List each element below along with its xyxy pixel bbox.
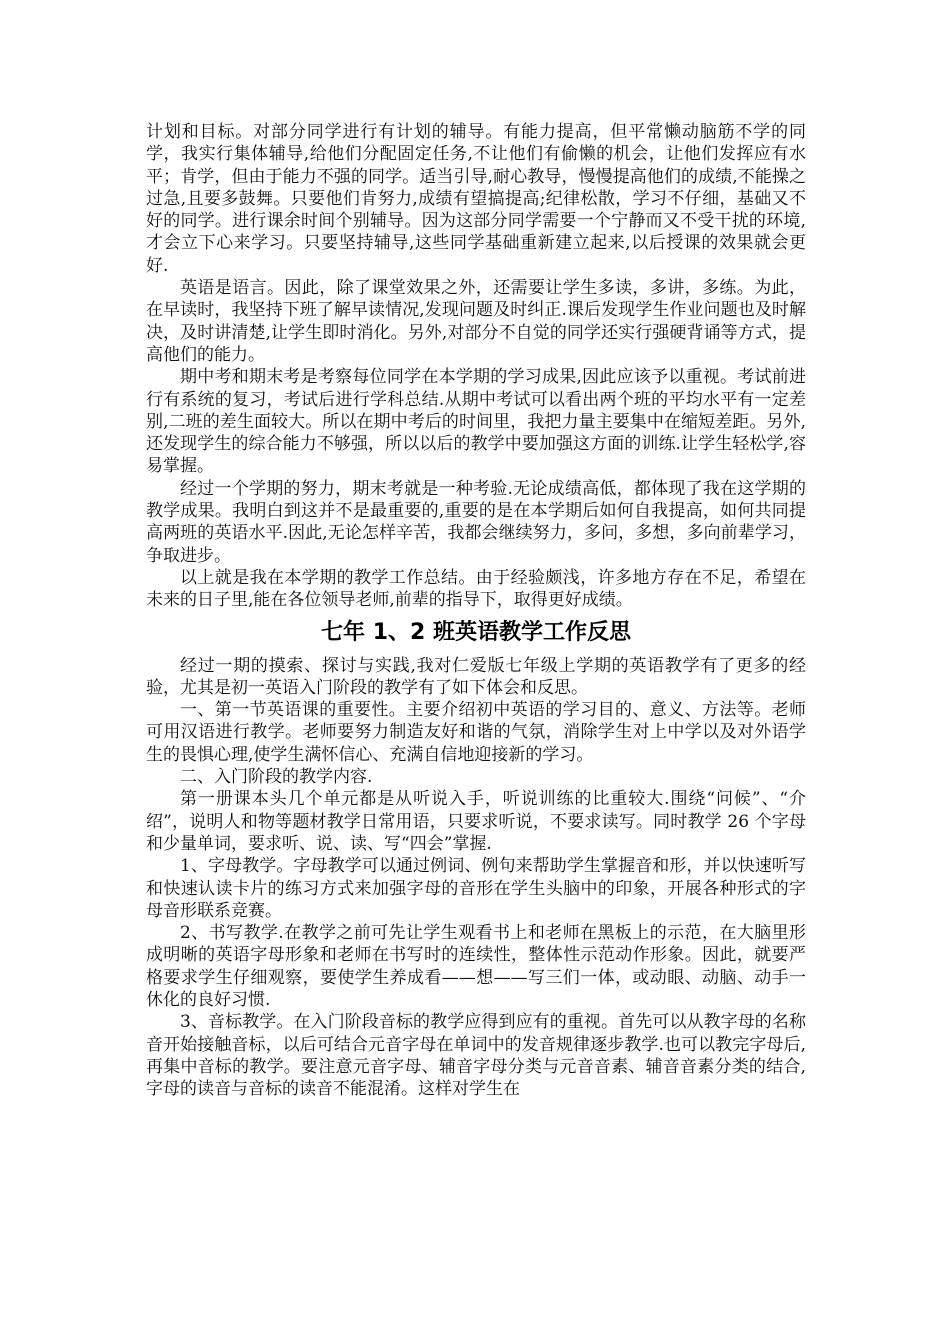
- paragraph: 一、第一节英语课的重要性。主要介绍初中英语的学习目的、意义、方法等。老师可用汉语进行教学。老师要努力制造友好和谐的气氛，消除学生对上中学以及对外语学生的畏惧心理,使学生满怀信心、充满自信地迎接新的学习。: [146, 700, 806, 765]
- paragraph: 经过一个学期的努力，期末考就是一种考验.无论成绩高低，都体现了我在这学期的教学成果。我明白到这并不是最重要的,重要的是在本学期后如何自我提高，如何共同提高两班的英语水平.因此,无论怎样辛苦，我都会继续努力，多问，多想，多向前辈学习，争取进步。: [146, 478, 806, 566]
- paragraph: 2、书写教学.在教学之前可先让学生观看书上和老师在黑板上的示范，在大脑里形成明晰的英语字母形象和老师在书写时的连续性，整体性示范动作形象。因此，就要严格要求学生仔细观察，要使学生养成看——想——写三们一体，或动眼、动脑、动手一休化的良好习惯.: [146, 923, 806, 1010]
- paragraph: 以上就是我在本学期的教学工作总结。由于经验颇浅，许多地方存在不足，希望在未来的日子里,能在各位领导老师,前辈的指导下，取得更好成绩。: [146, 567, 806, 611]
- paragraph: 计划和目标。对部分同学进行有计划的辅导。有能力提高，但平常懒动脑筋不学的同学，我实行集体辅导,给他们分配固定任务,不让他们有偷懒的机会，让他们发挥应有水平；肯学，但由于能力不强的同学。适当引导,耐心教导，慢慢提高他们的成绩,不能操之过急,且要多鼓舞。只要他们肯努力,成绩有望搞提高;纪律松散，学习不仔细，基础又不好的同学。进行课余时间个别辅导。因为这部分同学需要一个宁静而又不受干扰的环境,才会立下心来学习。只要坚持辅导,这些同学基础重新建立起来,以后授课的效果就会更好.: [146, 122, 806, 276]
- paragraph: 1、字母教学。字母教学可以通过例词、例句来帮助学生掌握音和形，并以快速听写和快速认读卡片的练习方式来加强字母的音形在学生头脑中的印象，开展各种形式的字母音形联系竞赛。: [146, 856, 806, 921]
- paragraph: 第一册课本头几个单元都是从听说入手，听说训练的比重较大.围绕“问候”、“介绍”，说明人和物等题材教学日常用语，只要求听说，不要求读写。同时教学 26 个字母和少量单词，要求听、说、读、写“四会”掌握.: [146, 789, 806, 854]
- section-title: 七年 1、2 班英语教学工作反思: [321, 619, 631, 645]
- paragraph: 英语是语言。因此，除了课堂效果之外，还需要让学生多读，多讲，多练。为此，在早读时，我坚持下班了解早读情况,发现问题及时纠正.课后发现学生作业问题也及时解决，及时讲清楚,让学生即时消化。另外,对部分不自觉的同学还实行强硬背诵等方式，提高他们的能力。: [146, 278, 806, 365]
- paragraph: 3、音标教学。在入门阶段音标的教学应得到应有的重视。首先可以从教字母的名称音开始接触音标，以后可结合元音字母在单词中的发音规律逐步教学.也可以教完字母后,再集中音标的教学。要注意元音字母、辅音字母分类与元音音素、辅音音素分类的结合,字母的读音与音标的读音不能混淆。这样对学生在: [146, 1012, 806, 1100]
- paragraph: 期中考和期末考是考察每位同学在本学期的学习成果,因此应该予以重视。考试前进行有系统的复习，考试后进行学科总结.从期中考试可以看出两个班的平均水平有一定差别,二班的差生面较大。所以在期中考后的时间里，我把力量主要集中在缩短差距。另外,还发现学生的综合能力不够强，所以以后的教学中要加强这方面的训练.让学生轻松学,容易掌握。: [146, 367, 806, 477]
- paragraph: 经过一期的摸索、探讨与实践,我对仁爱版七年级上学期的英语教学有了更多的经验，尤其是初一英语入门阶段的教学有了如下体会和反思。: [146, 655, 806, 698]
- paragraph: 二、入门阶段的教学内容.: [180, 767, 373, 788]
- document-page: [146, 121, 806, 1100]
